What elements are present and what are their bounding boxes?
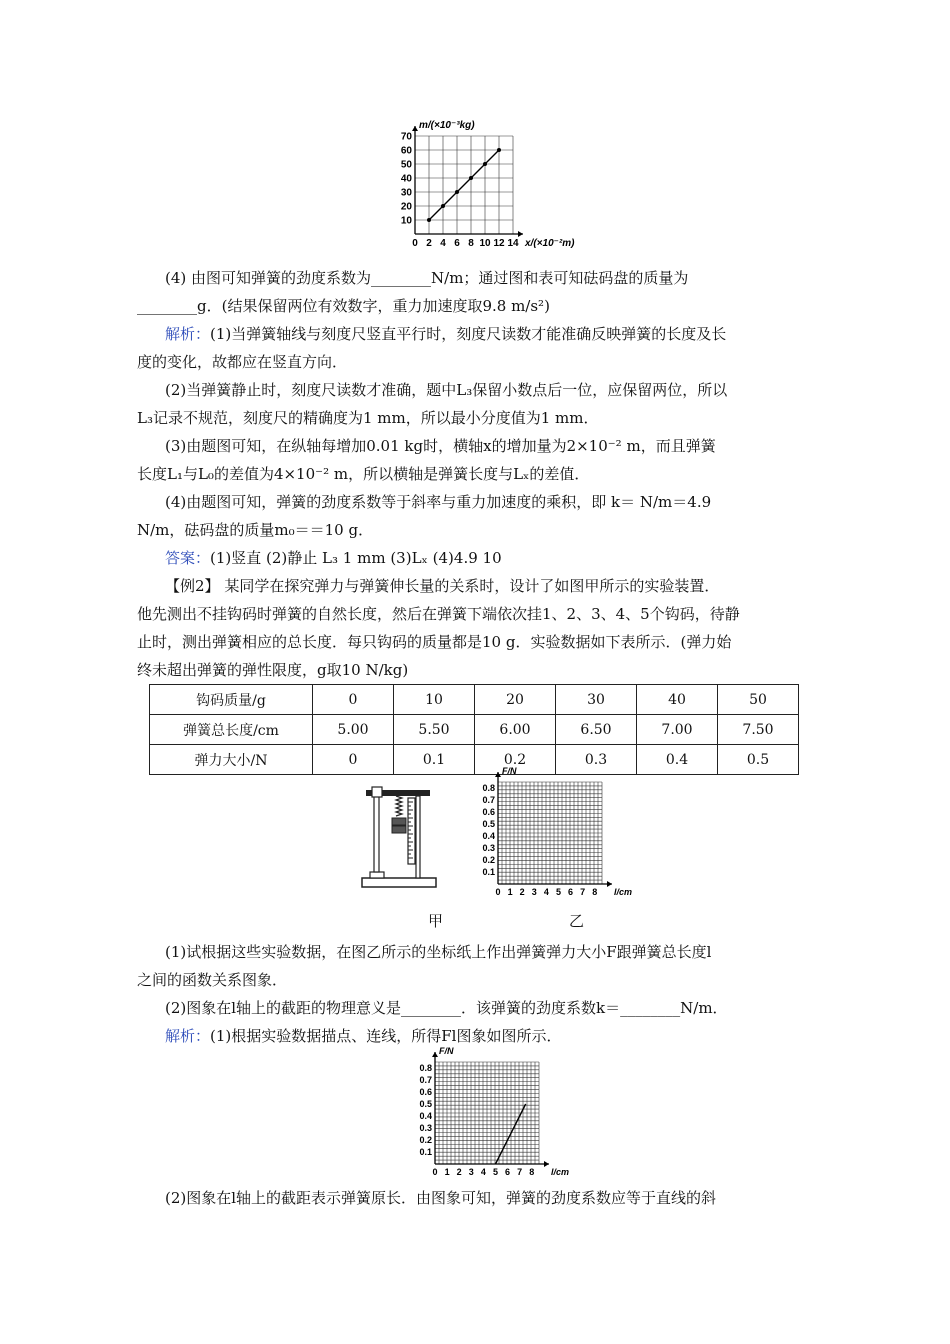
data-point — [469, 176, 473, 180]
x-axis-arrow — [544, 1161, 549, 1167]
table-cell: 0 — [313, 745, 394, 775]
example-2-line3: 止时，测出弹簧相应的总长度．每只钩码的质量都是10 g．实验数据如下表所示．(弹力始 — [137, 633, 732, 651]
question-1-line2: 之间的函数关系图象． — [137, 971, 288, 989]
x-tick-label: 5 — [492, 1167, 498, 1177]
y-tick-label: 0.8 — [482, 783, 495, 793]
spring-apparatus-figure — [358, 784, 443, 890]
table-row — [150, 715, 799, 745]
x-tick-label: 10 — [479, 238, 491, 249]
x-tick-label: 7 — [580, 887, 586, 897]
y-tick-label: 0.3 — [482, 843, 495, 853]
x-axis-arrow — [607, 881, 612, 887]
question-4-line2: ________g．(结果保留两位有效数字，重力加速度取9.8 m/s²) — [137, 297, 550, 315]
x-tick-label: 2 — [519, 887, 525, 897]
y-axis-label: F/N — [502, 766, 517, 776]
solution-4-line2: N/m，砝码盘的质量m₀＝＝10 g． — [137, 521, 374, 539]
spring-coil — [396, 796, 402, 816]
table-cell: 7.00 — [637, 715, 718, 745]
x-tick-label: 5 — [555, 887, 561, 897]
y-tick-label: 0.5 — [419, 1099, 432, 1109]
x-tick-label: 0 — [432, 1167, 438, 1177]
x-tick-label: 4 — [543, 887, 549, 897]
y-tick-label: 0.7 — [419, 1075, 432, 1085]
x-tick-label: 2 — [426, 238, 432, 249]
table-cell: 5.00 — [313, 715, 394, 745]
table-cell: 0.1 — [394, 745, 475, 775]
x-tick-label: 14 — [507, 238, 519, 249]
series-line — [429, 150, 499, 220]
chart-blank-grid — [468, 766, 648, 906]
table-cell: 40 — [637, 685, 718, 715]
y-tick-label: 30 — [400, 187, 412, 199]
x-tick-label: 8 — [529, 1167, 535, 1177]
solution-label: 解析： — [165, 1027, 211, 1045]
example-2-tag: 【例2】 — [165, 577, 220, 595]
table-cell: 7.50 — [718, 715, 799, 745]
data-point — [455, 190, 459, 194]
x-tick-label: 3 — [531, 887, 537, 897]
solution-ex2-line2: (2)图象在l轴上的截距表示弹簧原长．由图象可知，弹簧的劲度系数应等于直线的斜 — [165, 1189, 717, 1207]
y-tick-label: 0.6 — [482, 807, 495, 817]
solution-4-line1: (4)由题图可知，弹簧的劲度系数等于斜率与重力加速度的乘积，即 k＝ N/m＝4.9 — [165, 493, 712, 511]
x-tick-label: 1 — [444, 1167, 450, 1177]
chart-force-vs-length — [405, 1046, 585, 1186]
y-tick-label: 0.3 — [419, 1123, 432, 1133]
table-cell: 弹簧总长度/cm — [150, 715, 313, 745]
hook-weight-1 — [392, 818, 406, 825]
table-cell: 10 — [394, 685, 475, 715]
x-tick-label: 1 — [507, 887, 513, 897]
figure-label-yi: 乙 — [569, 912, 585, 930]
y-tick-label: 0.2 — [482, 855, 495, 865]
solution-ex2-text: (1)根据实验数据描点、连线，所得Fl图象如图所示． — [210, 1027, 562, 1045]
data-point — [441, 204, 445, 208]
apparatus-base — [362, 878, 436, 887]
x-tick-label: 7 — [517, 1167, 523, 1177]
question-4-line1: (4) 由图可知弹簧的劲度系数为________N/m；通过图和表可知砝码盘的质量为 — [165, 269, 689, 287]
solution-2-line2: L₃记录不规范，刻度尺的精确度为1 mm，所以最小分度值为1 mm． — [137, 409, 599, 427]
answer-line — [137, 544, 817, 572]
table-cell: 20 — [475, 685, 556, 715]
y-axis-arrow — [495, 772, 501, 777]
apparatus-clamp — [372, 787, 382, 797]
solution-ex2-line1 — [137, 1022, 817, 1050]
x-axis-arrow — [518, 231, 523, 237]
x-axis-label: l/cm — [551, 1167, 570, 1177]
table-cell: 0.2 — [475, 745, 556, 775]
y-tick-label: 0.7 — [482, 795, 495, 805]
x-tick-label: 0 — [412, 238, 418, 249]
answer-text: (1)竖直 (2)静止 L₃ 1 mm (3)Lₓ (4)4.9 10 — [210, 549, 502, 567]
x-tick-label: 6 — [568, 887, 574, 897]
x-axis-label: x/(×10⁻²m) — [525, 238, 575, 249]
table-row — [150, 685, 799, 715]
y-axis-label: m/(×10⁻³kg) — [419, 120, 475, 131]
solution-1-line1 — [137, 320, 817, 348]
data-point — [427, 218, 431, 222]
y-tick-label: 60 — [400, 145, 412, 157]
question-2: (2)图象在l轴上的截距的物理意义是________．该弹簧的劲度系数k＝________N/m． — [165, 999, 728, 1017]
x-tick-label: 3 — [468, 1167, 474, 1177]
x-tick-label: 6 — [505, 1167, 511, 1177]
y-tick-label: 0.1 — [419, 1147, 432, 1157]
data-point — [497, 148, 501, 152]
x-tick-label: 2 — [456, 1167, 462, 1177]
y-tick-label: 0.4 — [482, 831, 495, 841]
table-cell: 0 — [313, 685, 394, 715]
y-axis-arrow — [432, 1052, 438, 1057]
question-1-line1: (1)试根据这些实验数据，在图乙所示的坐标纸上作出弹簧弹力大小F跟弹簧总长度l — [165, 943, 712, 961]
x-tick-label: 4 — [440, 238, 446, 249]
y-axis-arrow — [412, 126, 418, 131]
x-tick-label: 6 — [454, 238, 460, 249]
y-tick-label: 0.4 — [419, 1111, 432, 1121]
y-tick-label: 20 — [400, 201, 412, 213]
example-2-line1 — [137, 572, 817, 600]
table-cell: 6.50 — [556, 715, 637, 745]
table-cell: 30 — [556, 685, 637, 715]
table-cell: 0.3 — [556, 745, 637, 775]
example-2-line4: 终未超出弹簧的弹性限度，g取10 N/kg) — [137, 661, 409, 679]
x-tick-label: 0 — [495, 887, 501, 897]
answer-label: 答案： — [165, 549, 211, 567]
figure-label-jia: 甲 — [428, 912, 444, 930]
y-tick-label: 50 — [400, 159, 412, 171]
apparatus-pole — [374, 790, 379, 872]
x-tick-label: 12 — [493, 238, 505, 249]
table-cell: 5.50 — [394, 715, 475, 745]
x-tick-label: 8 — [468, 238, 474, 249]
data-table — [149, 684, 799, 775]
y-tick-label: 10 — [400, 215, 412, 227]
solution-3-line1: (3)由题图可知，在纵轴每增加0.01 kg时，横轴x的增加量为2×10⁻² m，而且弹簧 — [165, 437, 716, 455]
table-cell: 钩码质量/g — [150, 685, 313, 715]
data-point — [483, 162, 487, 166]
hook-weight-2 — [392, 826, 406, 833]
x-axis-label: l/cm — [614, 887, 633, 897]
table-cell: 0.4 — [637, 745, 718, 775]
apparatus-foot — [370, 872, 384, 878]
table-row — [150, 745, 799, 775]
example-2-text: 某同学在探究弹力与弹簧伸长量的关系时，设计了如图甲所示的实验装置． — [219, 577, 720, 595]
y-axis-label: F/N — [439, 1046, 454, 1056]
table-cell: 0.5 — [718, 745, 799, 775]
y-tick-label: 70 — [400, 131, 412, 143]
solution-1-text: (1)当弹簧轴线与刻度尺竖直平行时，刻度尺读数才能准确反映弹簧的长度及长 — [210, 325, 727, 343]
ruler-stand — [416, 796, 420, 878]
solution-1-line2: 度的变化，故都应在竖直方向． — [137, 353, 348, 371]
y-tick-label: 0.6 — [419, 1087, 432, 1097]
y-tick-label: 0.1 — [482, 867, 495, 877]
solution-label: 解析： — [165, 325, 211, 343]
table-cell: 弹力大小/N — [150, 745, 313, 775]
x-tick-label: 4 — [480, 1167, 486, 1177]
table-cell: 50 — [718, 685, 799, 715]
chart-mass-vs-extension — [388, 122, 598, 262]
y-tick-label: 0.8 — [419, 1063, 432, 1073]
solution-3-line2: 长度L₁与L₀的差值为4×10⁻² m，所以横轴是弹簧长度与Lₓ的差值． — [137, 465, 590, 483]
y-tick-label: 40 — [400, 173, 412, 185]
y-tick-label: 0.5 — [482, 819, 495, 829]
example-2-line2: 他先测出不挂钩码时弹簧的自然长度，然后在弹簧下端依次挂1、2、3、4、5个钩码，待静 — [137, 605, 740, 623]
table-cell: 6.00 — [475, 715, 556, 745]
y-tick-label: 0.2 — [419, 1135, 432, 1145]
solution-2-line1: (2)当弹簧静止时，刻度尺读数才准确，题中L₃保留小数点后一位，应保留两位，所以 — [165, 381, 728, 399]
x-tick-label: 8 — [592, 887, 598, 897]
